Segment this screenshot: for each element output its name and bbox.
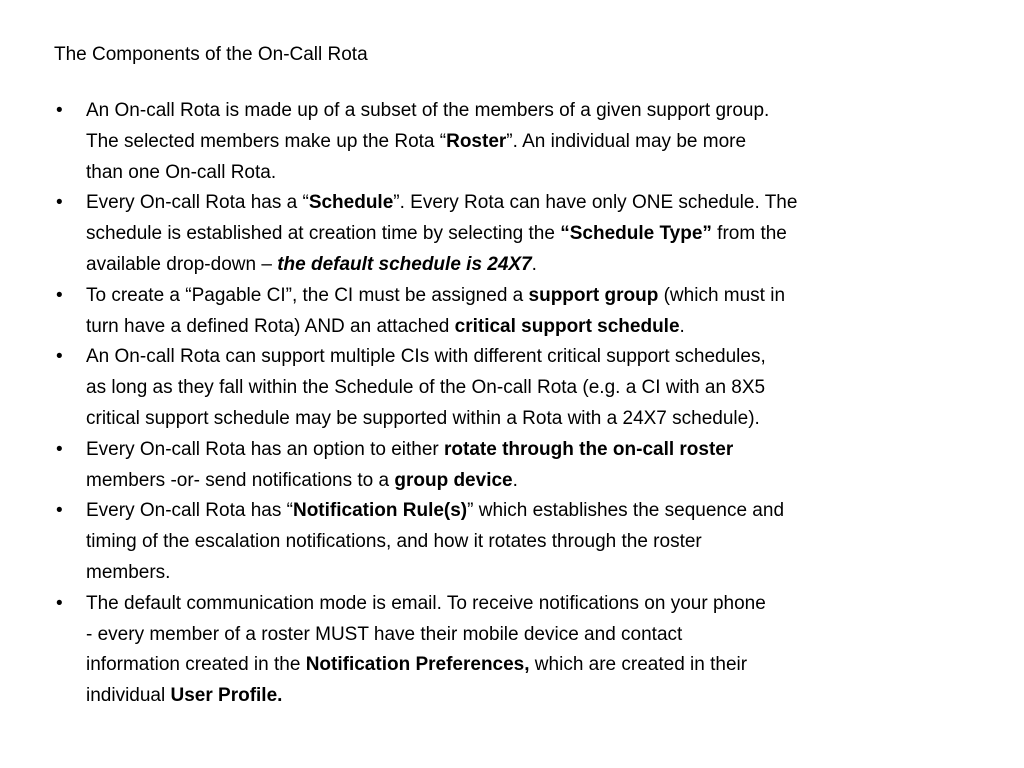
bullet-text: as long as they fall within the Schedule of the On-call Rota (e.g. a CI with an 8X5 xyxy=(86,377,766,399)
bullet-text: which are created in their xyxy=(529,654,748,676)
bullet-text: To create a “Pagable CI”, the CI must be assigned a xyxy=(86,284,529,306)
bullet-item xyxy=(54,589,954,712)
bullet-text: than one On-call Rota. xyxy=(86,161,277,183)
bullet-dot: • xyxy=(56,500,63,522)
bullet-text: timing of the escalation notifications, and how it rotates through the roster xyxy=(86,531,702,553)
emphasis-text: User Profile. xyxy=(170,685,283,707)
bullet-text: ” which establishes the sequence and xyxy=(467,500,785,522)
bullet-line xyxy=(86,650,954,681)
bullet-dot: • xyxy=(56,438,63,460)
emphasis-text: support group xyxy=(528,284,659,306)
bullet-text: from the xyxy=(711,223,787,245)
bullet-text: An On-call Rota can support multiple CIs with different critical support schedules, xyxy=(86,346,766,368)
emphasis-text: Notification Preferences, xyxy=(305,654,530,676)
bullet-text: individual xyxy=(86,685,171,707)
bullet-item xyxy=(54,96,954,188)
bullet-text: schedule is established at creation time by selecting the xyxy=(86,223,561,245)
bullet-text: turn have a defined Rota) AND an attached xyxy=(86,315,455,337)
bullet-line xyxy=(86,342,954,373)
bullet-dot: • xyxy=(56,192,63,214)
emphasis-text: Roster xyxy=(446,130,507,152)
bullet-item xyxy=(54,188,954,280)
bullet-line xyxy=(86,188,954,219)
bullet-line xyxy=(86,219,954,250)
bullet-dot: • xyxy=(56,346,63,368)
emphasis-text: Schedule xyxy=(308,192,394,214)
bullet-line xyxy=(86,589,954,620)
bullet-text: critical support schedule may be supported within a Rota with a 24X7 schedule). xyxy=(86,407,760,429)
bullet-text: Every On-call Rota has a “ xyxy=(86,192,309,214)
bullet-text: ”. Every Rota can have only ONE schedule. The xyxy=(393,192,798,214)
bullet-line xyxy=(86,466,954,497)
bullet-text: (which must in xyxy=(658,284,786,306)
bullet-text: . xyxy=(531,253,537,275)
bullet-line xyxy=(86,96,954,127)
bullet-text: The default communication mode is email. To receive notifications on your phone xyxy=(86,592,766,614)
emphasis-text: the default schedule is 24X7 xyxy=(277,253,532,275)
emphasis-text: rotate through the on-call roster xyxy=(444,438,734,460)
bullet-line xyxy=(86,312,954,343)
bullet-text: An On-call Rota is made up of a subset of the members of a given support group. xyxy=(86,100,770,121)
bullet-line xyxy=(86,681,954,712)
bullet-line xyxy=(86,620,954,651)
bullet-item xyxy=(54,342,954,434)
bullet-text: information created in the xyxy=(86,654,306,676)
bullet-line xyxy=(86,404,954,435)
bullet-item xyxy=(54,435,954,497)
bullet-text: Every On-call Rota has “ xyxy=(86,500,293,522)
bullet-dot: • xyxy=(56,100,63,121)
bullet-text: The selected members make up the Rota “ xyxy=(86,130,447,152)
emphasis-text: group device xyxy=(394,469,513,491)
bullet-item xyxy=(54,281,954,343)
emphasis-text: “Schedule Type” xyxy=(560,223,712,245)
emphasis-text: Notification Rule(s) xyxy=(292,500,468,522)
bullet-line xyxy=(86,158,954,189)
bullet-line xyxy=(86,281,954,312)
bullet-item xyxy=(54,496,954,588)
bullet-line xyxy=(86,250,954,281)
bullet-dot: • xyxy=(56,284,63,306)
slide-title: The Components of the On-Call Rota xyxy=(54,44,368,65)
bullet-text: . xyxy=(679,315,685,337)
bullet-text: members -or- send notifications to a xyxy=(86,469,395,491)
bullet-text: . xyxy=(512,469,518,491)
bullet-line xyxy=(86,435,954,466)
bullet-line xyxy=(86,558,954,589)
emphasis-text: critical support schedule xyxy=(454,315,680,337)
bullet-line xyxy=(86,373,954,404)
bullet-text: ”. An individual may be more xyxy=(506,130,747,152)
bullet-line xyxy=(86,127,954,158)
bullet-text: members. xyxy=(86,561,171,583)
bullet-dot: • xyxy=(56,592,63,614)
bullet-text: - every member of a roster MUST have their mobile device and contact xyxy=(86,623,683,645)
bullet-text: Every On-call Rota has an option to either xyxy=(86,438,445,460)
bullet-list xyxy=(54,96,954,712)
bullet-line xyxy=(86,496,954,527)
bullet-text: available drop-down – xyxy=(86,253,278,275)
bullet-line xyxy=(86,527,954,558)
